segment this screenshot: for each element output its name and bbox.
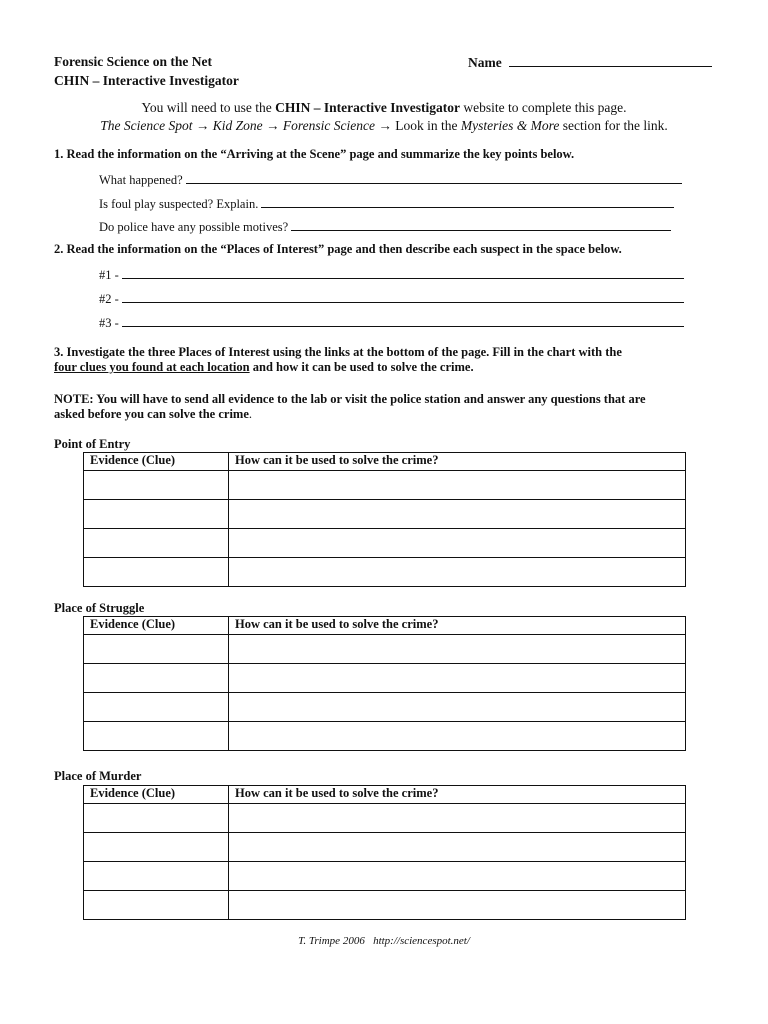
nav-step-science-spot: The Science Spot: [100, 118, 193, 133]
evidence-cell[interactable]: [84, 693, 229, 722]
column-header-evidence: Evidence (Clue): [84, 453, 229, 471]
usage-cell[interactable]: [229, 833, 686, 862]
answer-line[interactable]: [122, 266, 684, 279]
q2-suspect-1: [99, 266, 684, 283]
answer-line[interactable]: [122, 314, 684, 327]
table-row: [84, 471, 686, 500]
arrow-icon: →: [378, 118, 392, 133]
evidence-cell[interactable]: [84, 722, 229, 751]
prompt-label: #2 -: [99, 292, 119, 306]
evidence-table-place-of-struggle: [83, 616, 686, 751]
name-label: Name: [468, 55, 502, 70]
usage-cell[interactable]: [229, 693, 686, 722]
usage-cell[interactable]: [229, 558, 686, 587]
section-title-place-of-struggle: Place of Struggle: [54, 601, 145, 615]
evidence-table-point-of-entry: [83, 452, 686, 587]
evidence-cell[interactable]: [84, 635, 229, 664]
intro-text-post: website to complete this page.: [460, 100, 627, 115]
table-row: [84, 862, 686, 891]
answer-line[interactable]: [261, 195, 674, 208]
note-line-2-text: asked before you can solve the crime: [54, 407, 249, 421]
prompt-label: #3 -: [99, 316, 119, 330]
worksheet-subtitle: CHIN – Interactive Investigator: [54, 73, 239, 88]
question-2: 2. Read the information on the “Places of Interest” page and then describe each suspect in the space below.: [54, 242, 622, 256]
arrow-icon: →: [266, 118, 280, 133]
prompt-label: Is foul play suspected? Explain.: [99, 197, 259, 211]
usage-cell[interactable]: [229, 529, 686, 558]
table-row: [84, 804, 686, 833]
usage-cell[interactable]: [229, 722, 686, 751]
intro-line-2: [54, 118, 714, 134]
evidence-cell[interactable]: [84, 664, 229, 693]
q2-suspect-2: [99, 290, 684, 307]
evidence-cell[interactable]: [84, 833, 229, 862]
table-row: [84, 693, 686, 722]
table-header-row: [84, 453, 686, 471]
name-blank-line[interactable]: [509, 54, 712, 67]
table-row: [84, 529, 686, 558]
nav-step-kid-zone: Kid Zone: [212, 118, 263, 133]
table-row: [84, 722, 686, 751]
intro-text-end: section for the link.: [559, 118, 668, 133]
usage-cell[interactable]: [229, 804, 686, 833]
q1-prompt-motives: [99, 218, 671, 235]
intro-site-name: CHIN – Interactive Investigator: [275, 100, 460, 115]
q1-prompt-what-happened: [99, 171, 682, 188]
evidence-table-place-of-murder: [83, 785, 686, 920]
nav-step-mysteries: Mysteries & More: [460, 118, 560, 133]
table-row: [84, 558, 686, 587]
column-header-usage: How can it be used to solve the crime?: [229, 453, 686, 471]
question-3-rest: and how it can be used to solve the crime.: [249, 360, 474, 374]
column-header-usage: How can it be used to solve the crime?: [229, 786, 686, 804]
table-row: [84, 635, 686, 664]
question-3-line-1: 3. Investigate the three Places of Interest using the links at the bottom of the page. Fill in the chart with the: [54, 345, 622, 359]
usage-cell[interactable]: [229, 862, 686, 891]
question-1: 1. Read the information on the “Arriving at the Scene” page and summarize the key points below.: [54, 147, 575, 161]
column-header-usage: How can it be used to solve the crime?: [229, 617, 686, 635]
table-row: [84, 833, 686, 862]
section-title-point-of-entry: Point of Entry: [54, 437, 131, 451]
q2-suspect-3: [99, 314, 684, 331]
evidence-cell[interactable]: [84, 471, 229, 500]
evidence-cell[interactable]: [84, 500, 229, 529]
note-line-2: [54, 407, 719, 422]
table-row: [84, 664, 686, 693]
prompt-label: Do police have any possible motives?: [99, 220, 289, 234]
q1-prompt-foul-play: [99, 195, 674, 212]
evidence-cell[interactable]: [84, 862, 229, 891]
evidence-cell[interactable]: [84, 558, 229, 587]
footer-credit: T. Trimpe 2006 http://sciencespot.net/: [298, 935, 470, 947]
usage-cell[interactable]: [229, 891, 686, 920]
arrow-icon: →: [195, 118, 210, 133]
section-title-place-of-murder: Place of Murder: [54, 769, 142, 783]
note-period: .: [248, 407, 253, 421]
answer-line[interactable]: [291, 218, 671, 231]
usage-cell[interactable]: [229, 664, 686, 693]
name-field[interactable]: [468, 54, 712, 71]
note-line-1: NOTE: You will have to send all evidence to the lab or visit the police station and answer any questions that are: [54, 392, 646, 406]
usage-cell[interactable]: [229, 635, 686, 664]
evidence-cell[interactable]: [84, 891, 229, 920]
usage-cell[interactable]: [229, 471, 686, 500]
column-header-evidence: Evidence (Clue): [84, 786, 229, 804]
table-header-row: [84, 617, 686, 635]
note: [54, 392, 719, 422]
prompt-label: #1 -: [99, 268, 119, 282]
table-row: [84, 500, 686, 529]
four-clues-emphasis: four clues you found at each location: [54, 360, 250, 374]
prompt-label: What happened?: [99, 173, 183, 187]
intro-text-pre: You will need to use the: [141, 100, 276, 115]
nav-step-forensic-science: Forensic Science: [282, 118, 375, 133]
question-3-line-2: [54, 360, 719, 375]
evidence-cell[interactable]: [84, 804, 229, 833]
usage-cell[interactable]: [229, 500, 686, 529]
evidence-cell[interactable]: [84, 529, 229, 558]
worksheet-title: Forensic Science on the Net: [54, 54, 212, 69]
intro-text-look: Look in the: [391, 118, 461, 133]
answer-line[interactable]: [122, 290, 684, 303]
intro-line-1: [54, 100, 714, 116]
table-row: [84, 891, 686, 920]
column-header-evidence: Evidence (Clue): [84, 617, 229, 635]
table-header-row: [84, 786, 686, 804]
question-3: [54, 345, 719, 375]
answer-line[interactable]: [186, 171, 682, 184]
